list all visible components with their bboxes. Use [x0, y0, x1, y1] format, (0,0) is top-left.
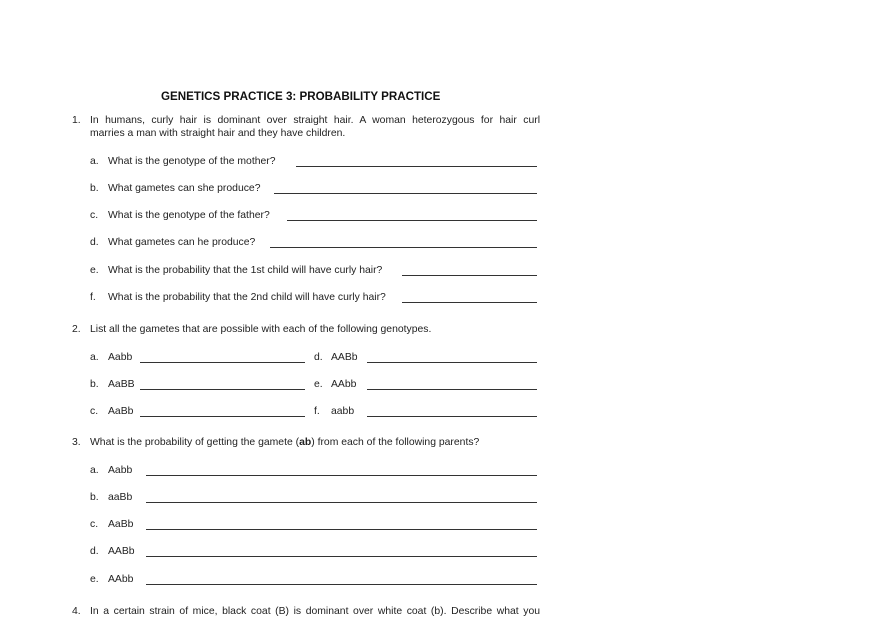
- answer-blank[interactable]: [146, 475, 537, 476]
- answer-blank[interactable]: [402, 275, 537, 276]
- item-letter: f.: [90, 292, 96, 303]
- item-letter: b.: [90, 492, 99, 503]
- genotype-label: AaBb: [108, 406, 134, 417]
- text: ) from each of the following parents?: [311, 437, 480, 448]
- question-number: 2.: [72, 324, 81, 335]
- question-text: [90, 436, 479, 450]
- question-number: 3.: [72, 437, 81, 448]
- answer-blank[interactable]: [140, 389, 305, 390]
- genotype-label: AaBB: [108, 379, 135, 390]
- item-letter: e.: [314, 379, 323, 390]
- genotype-label: AaBb: [108, 519, 134, 530]
- item-letter: e.: [90, 265, 99, 276]
- answer-blank[interactable]: [367, 389, 537, 390]
- answer-blank[interactable]: [402, 302, 537, 303]
- gamete-bold: ab: [299, 437, 312, 448]
- item-text: What is the genotype of the father?: [108, 210, 270, 221]
- text: What is the probability of getting the gamete (: [90, 437, 300, 448]
- item-letter: b.: [90, 379, 99, 390]
- item-letter: f.: [314, 406, 320, 417]
- question-text: List all the gametes that are possible with each of the following genotypes.: [90, 324, 432, 335]
- item-letter: a.: [90, 352, 99, 363]
- answer-blank[interactable]: [296, 166, 537, 167]
- answer-blank[interactable]: [146, 529, 537, 530]
- item-letter: d.: [314, 352, 323, 363]
- item-letter: c.: [90, 519, 99, 530]
- genotype-label: AABb: [331, 352, 358, 363]
- question-text: In a certain strain of mice, black coat (B) is dominant over white coat (b). Describe what you: [90, 606, 540, 617]
- page-title: GENETICS PRACTICE 3: PROBABILITY PRACTICE: [161, 90, 441, 103]
- item-letter: b.: [90, 183, 99, 194]
- answer-blank[interactable]: [287, 220, 537, 221]
- genotype-label: Aabb: [108, 465, 133, 476]
- question-number: 1.: [72, 115, 81, 126]
- item-letter: a.: [90, 465, 99, 476]
- item-letter: d.: [90, 546, 99, 557]
- answer-blank[interactable]: [140, 362, 305, 363]
- item-text: What gametes can she produce?: [108, 183, 261, 194]
- item-letter: e.: [90, 574, 99, 585]
- answer-blank[interactable]: [367, 416, 537, 417]
- genotype-label: aaBb: [108, 492, 133, 503]
- genotype-label: aabb: [331, 406, 355, 417]
- item-letter: a.: [90, 156, 99, 167]
- genotype-label: Aabb: [108, 352, 133, 363]
- answer-blank[interactable]: [146, 502, 537, 503]
- item-text: What is the genotype of the mother?: [108, 156, 276, 167]
- item-letter: d.: [90, 237, 99, 248]
- answer-blank[interactable]: [274, 193, 537, 194]
- item-letter: c.: [90, 210, 99, 221]
- item-text: What gametes can he produce?: [108, 237, 256, 248]
- genotype-label: AAbb: [108, 574, 134, 585]
- item-text: What is the probability that the 2nd child will have curly hair?: [108, 292, 386, 303]
- answer-blank[interactable]: [367, 362, 537, 363]
- genotype-label: AAbb: [331, 379, 357, 390]
- question-text: marries a man with straight hair and they have children.: [90, 128, 346, 139]
- answer-blank[interactable]: [270, 247, 537, 248]
- genotype-label: AABb: [108, 546, 135, 557]
- answer-blank[interactable]: [146, 584, 537, 585]
- question-text: In humans, curly hair is dominant over straight hair. A woman heterozygous for hair curl: [90, 115, 540, 126]
- item-text: What is the probability that the 1st child will have curly hair?: [108, 265, 383, 276]
- answer-blank[interactable]: [140, 416, 305, 417]
- question-number: 4.: [72, 606, 81, 617]
- item-letter: c.: [90, 406, 99, 417]
- answer-blank[interactable]: [146, 556, 537, 557]
